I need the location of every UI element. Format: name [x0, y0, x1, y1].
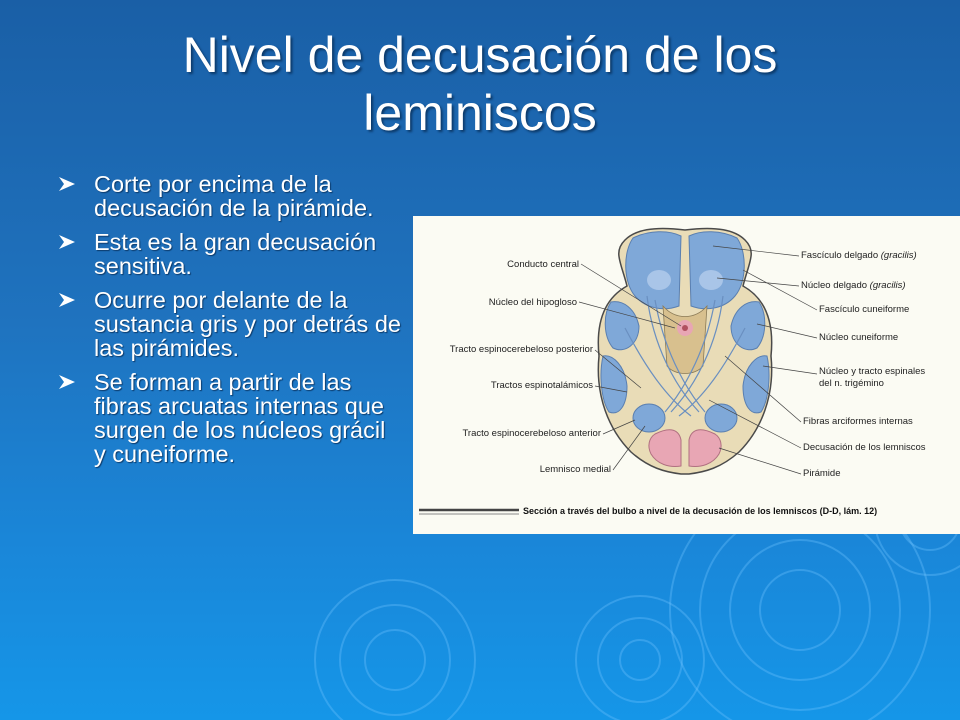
bullet-text: Ocurre por delante de la sustancia gris y por detrás de las pirámides.: [94, 287, 401, 361]
bullet-item: [58, 288, 403, 360]
figure-left-label: Tracto espinocerebeloso anterior: [462, 428, 601, 439]
figure-right-label: Fascículo cuneiforme: [819, 304, 910, 315]
figure-right-label: Pirámide: [803, 468, 841, 479]
figure-right-label: Fascículo delgado (gracilis): [801, 250, 917, 261]
figure-left-label: Tracto espinocerebeloso posterior: [449, 344, 593, 355]
bullet-item: [58, 370, 403, 466]
figure-right-label: Decusación de los lemniscos: [803, 442, 926, 453]
figure-caption: Sección a través del bulbo a nivel de la decusación de los lemniscos (D-D, lám. 12): [523, 506, 878, 516]
arrow-bullet-icon: [58, 176, 76, 192]
bullet-item: [58, 230, 403, 278]
medulla-section-figure: [413, 216, 960, 534]
bullet-text: Esta es la gran decusación sensitiva.: [94, 229, 377, 279]
bullet-text: Corte por encima de la decusación de la pirámide.: [94, 171, 374, 221]
figure-right-label: del n. trigémino: [819, 378, 884, 389]
figure-left-label: Conducto central: [507, 259, 579, 270]
arrow-bullet-icon: [58, 292, 76, 308]
figure-right-label: Núcleo delgado (gracilis): [801, 280, 906, 291]
arrow-bullet-icon: [58, 234, 76, 250]
bullet-text: Se forman a partir de las fibras arcuatas internas que surgen de los núcleos grácil y cuneiforme.: [94, 369, 386, 467]
figure-right-label: Núcleo cuneiforme: [819, 332, 899, 343]
figure-left-label: Tractos espinotalámicos: [490, 380, 593, 391]
bullet-list: [58, 172, 403, 476]
figure-right-label: Fibras arciformes internas: [803, 416, 913, 427]
figure-left-label: Núcleo del hipogloso: [488, 297, 577, 308]
bullet-item: [58, 172, 403, 220]
figure-left-label: Lemnisco medial: [539, 464, 611, 475]
slide-title: Nivel de decusación de los leminiscos: [182, 27, 778, 141]
arrow-bullet-icon: [58, 374, 76, 390]
figure-right-label: Núcleo y tracto espinales: [819, 366, 926, 377]
